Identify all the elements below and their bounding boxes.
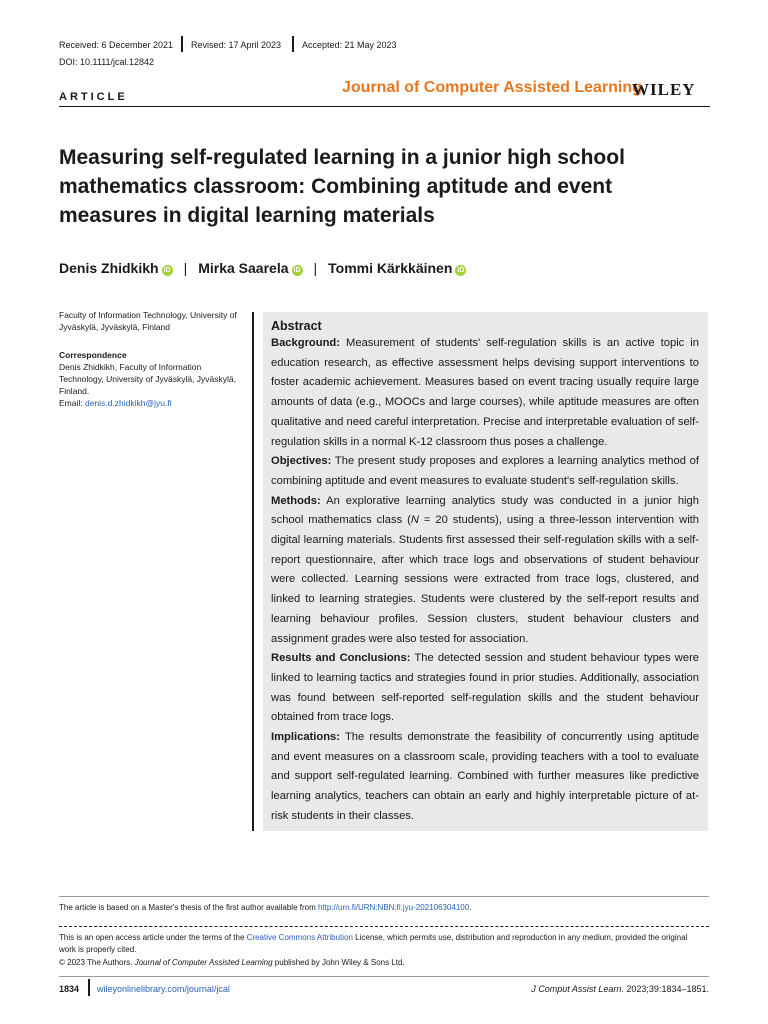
article-type: ARTICLE: [59, 91, 128, 103]
footnote-rule: [59, 896, 709, 897]
citation-details: 2023;39:1834–1851.: [623, 984, 709, 994]
abstract-methods: [271, 492, 699, 650]
correspondence: [59, 349, 244, 409]
accepted-date: Accepted: 21 May 2023: [302, 40, 397, 50]
section-label: Methods:: [271, 494, 321, 507]
abstract-objectives: [271, 452, 699, 491]
citation: [531, 984, 709, 994]
header-divider: [292, 36, 294, 52]
journal-name: Journal of Computer Assisted Learning: [342, 79, 642, 96]
thesis-footnote: [59, 902, 709, 914]
email-label: Email:: [59, 398, 85, 408]
section-label: Objectives:: [271, 455, 332, 468]
orcid-icon[interactable]: iD: [457, 267, 465, 274]
footnote-text: .: [469, 903, 472, 912]
section-text: The present study proposes and explores a learning analytics method of combining aptitude and event measures to evaluate student's self-regulation skills.: [271, 455, 700, 487]
correspondence-label: Correspondence: [59, 350, 127, 360]
citation-journal: J Comput Assist Learn.: [531, 984, 624, 994]
publisher-logo: WILEY: [632, 80, 696, 99]
abstract-heading: Abstract: [271, 319, 322, 333]
footnote-journal: Journal of Computer Assisted Learning: [134, 958, 273, 967]
doi[interactable]: DOI: 10.1111/jcal.12842: [59, 57, 155, 67]
section-text: The results demonstrate the feasibility of concurrently using aptitude and event measures on a classroom scale, providing teachers with a tool to evaluate and support self-regulated learning. Combined with further measures like predictive learning analytics, teachers can obtain an early and highly interpretable picture of at-risk students in their classes.: [271, 731, 699, 822]
abstract-background: [271, 334, 699, 452]
author-name[interactable]: Mirka Saarela: [198, 260, 289, 276]
footnote-text: © 2023 The Authors.: [59, 958, 135, 967]
sample-size-symbol: N: [410, 514, 419, 527]
author-name[interactable]: Tommi Kärkkäinen: [328, 260, 453, 276]
email-link[interactable]: denis.d.zhidkikh@jyu.fi: [84, 398, 172, 408]
footer-divider: [88, 979, 90, 996]
abstract-body: [271, 334, 699, 827]
revised-date: Revised: 17 April 2023: [191, 40, 282, 50]
email-line: [59, 397, 244, 409]
correspondence-text: Denis Zhidkikh, Faculty of Information Technology, University of Jyväskylä, Jyväskylä, Finland.: [59, 362, 236, 396]
footnote-text: published by John Wiley & Sons Ltd.: [272, 958, 405, 967]
section-text: = 20 students), using a three-lesson intervention with digital learning materials. Students first assessed their self-regulation skills with a self-report questionnaire, after which trace logs and observations of student behaviour were collected. Learning sessions were extracted from trace logs, clustered, and linked to learning strategies. Students were clustered by the self-report results and learning behaviour profiles. Session clusters, student behaviour clusters and assignment grades were also tested for association.: [271, 514, 700, 645]
license-link[interactable]: Creative Commons Attribution: [246, 933, 353, 942]
page-number: 1834: [59, 984, 80, 994]
journal-url[interactable]: wileyonlinelibrary.com/journal/jcal: [97, 984, 230, 994]
column-divider: [252, 312, 254, 831]
footer-rule: [59, 976, 709, 977]
section-text: Measurement of students' self-regulation skills is an active topic in education research, as effective assessment helps devising support interventions to foster academic achievement. Measures based on event tracing usually require large amounts of data (e.g., MOOCs and large courses), while aptitude measures are often qualitative and need careful interpretation. Precise and interpretable evaluation of self-regulation skills in a normal K-12 classroom thus poses a challenge.: [271, 337, 699, 448]
affiliation: Faculty of Information Technology, University of Jyväskylä, Jyväskylä, Finland: [59, 310, 237, 332]
thesis-link[interactable]: http://urn.fi/URN:NBN:fi:jyu-202106304100: [317, 903, 470, 912]
abstract-box: [263, 312, 708, 831]
abstract-results: [271, 649, 699, 728]
article-title: Measuring self-regulated learning in a junior high school mathematics classroom: Combining aptitude and event measures in digital learning materials: [59, 146, 625, 227]
footnote-text: This is an open access article under the terms of the: [59, 933, 247, 942]
orcid-icon[interactable]: iD: [293, 267, 301, 274]
section-text: An explorative learning analytics study was conducted in a junior high school mathematics class (: [271, 494, 699, 527]
section-label: Results and Conclusions:: [271, 652, 411, 665]
header-divider: [181, 36, 183, 52]
author-list: Denis Zhidkikh iD | Mirka Saarela iD | Tommi Kärkkäinen iD: [59, 260, 465, 276]
footnote-text: License, which permits use, distribution and reproduction in any medium, provided the original work is properly cited.: [59, 933, 688, 954]
orcid-icon[interactable]: iD: [163, 267, 171, 274]
license-note: [59, 932, 699, 956]
header-rule: [59, 106, 710, 107]
abstract-implications: [271, 728, 699, 827]
author-name[interactable]: Denis Zhidkikh: [59, 260, 159, 276]
section-label: Background:: [271, 337, 340, 349]
copyright-note: [59, 957, 709, 969]
footnote-text: The article is based on a Master's thesis of the first author available from: [59, 903, 318, 912]
received-date: Received: 6 December 2021: [59, 40, 174, 50]
section-text: The detected session and student behaviour types were linked to learning tactics and strategies found in prior studies. Additionally, association was found between self-reported self-regulation skills and the student behaviour obtained from trace logs.: [271, 652, 700, 724]
section-label: Implications:: [271, 731, 340, 744]
license-rule: [59, 926, 709, 927]
